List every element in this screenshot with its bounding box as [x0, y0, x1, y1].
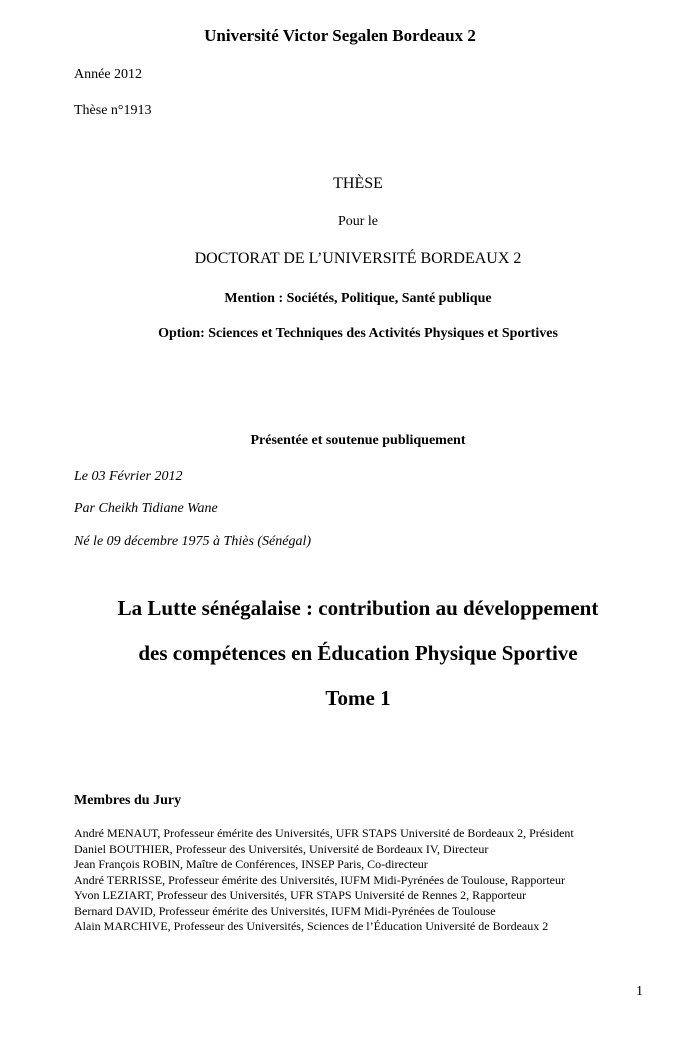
- jury-member: Daniel BOUTHIER, Professeur des Universités, Université de Bordeaux IV, Directeur: [74, 841, 489, 856]
- option-text: Option: Sciences et Techniques des Activités Physiques et Sportives: [158, 326, 558, 341]
- author-birth: Né le 09 décembre 1975 à Thiès (Sénégal): [74, 534, 312, 549]
- doctorate-title: DOCTORAT DE L’UNIVERSITÉ BORDEAUX 2: [194, 250, 522, 267]
- defense-heading: Présentée et soutenue publiquement: [250, 433, 466, 448]
- jury-member: Jean François ROBIN, Maître de Conférences, INSEP Paris, Co-directeur: [74, 857, 428, 871]
- thesis-heading: THÈSE: [333, 175, 383, 192]
- pour-le-text: Pour le: [337, 214, 379, 229]
- thesis-title-line-2: des compétences en Éducation Physique Sportive: [138, 641, 578, 665]
- jury-member: Alain MARCHIVE, Professeur des Universités, Sciences de l’Éducation Université de Bordeaux 2: [74, 919, 549, 933]
- volume-label: Tome 1: [325, 686, 391, 710]
- jury-member: André MENAUT, Professeur émérite des Universités, UFR STAPS Université de Bordeaux 2, Président: [74, 826, 574, 840]
- thesis-title-line-1: La Lutte sénégalaise : contribution au développement: [117, 596, 599, 620]
- jury-member: Bernard DAVID, Professeur émérite des Universités, IUFM Midi-Pyrénées de Toulouse: [74, 903, 496, 918]
- university-name: Université Victor Segalen Bordeaux 2: [204, 26, 476, 45]
- thesis-number: Thèse n°1913: [74, 103, 152, 118]
- page-number: 1: [636, 984, 643, 999]
- thesis-year: Année 2012: [74, 67, 143, 82]
- jury-member: André TERRISSE, Professeur émérite des Universités, IUFM Midi-Pyrénées de Toulouse, Rapporteur: [74, 872, 565, 887]
- defense-date: Le 03 Février 2012: [74, 469, 183, 484]
- jury-member: Yvon LEZIART, Professeur des Universités, UFR STAPS Université de Rennes 2, Rapporteur: [74, 888, 527, 902]
- author-name: Par Cheikh Tidiane Wane: [74, 501, 218, 516]
- mention-text: Mention : Sociétés, Politique, Santé publique: [224, 291, 492, 306]
- jury-list: [74, 826, 574, 935]
- jury-heading: Membres du Jury: [74, 793, 182, 808]
